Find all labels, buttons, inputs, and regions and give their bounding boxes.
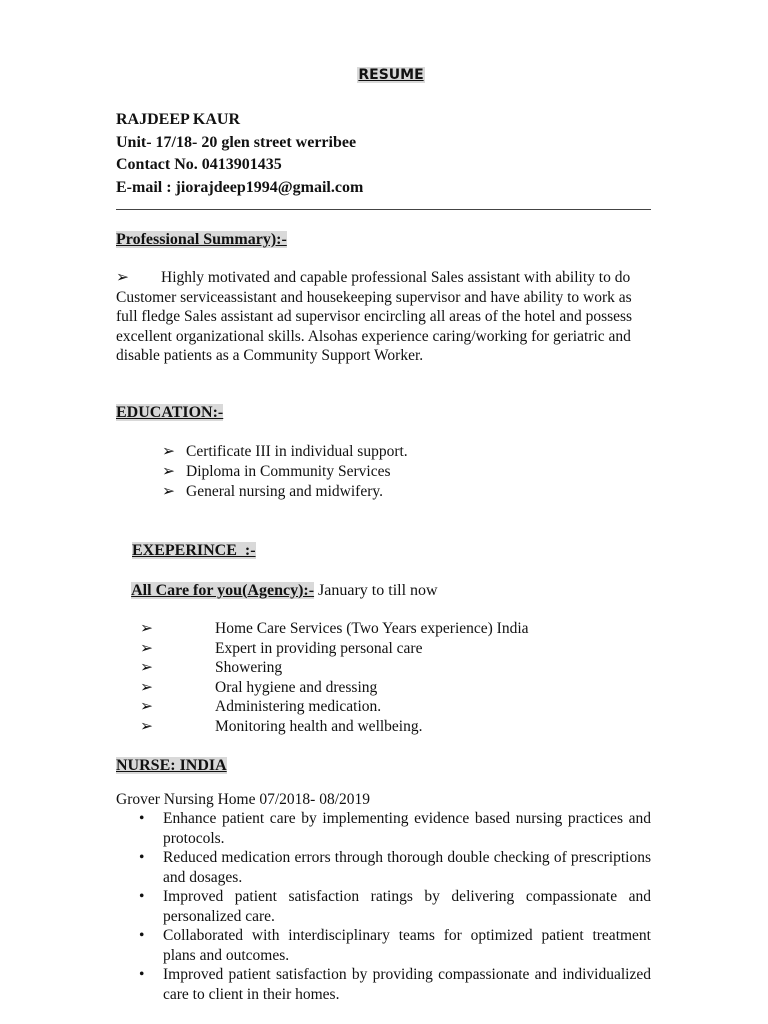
- arrow-bullet-icon: ➢: [140, 717, 153, 735]
- applicant-name: RAJDEEP KAUR: [116, 111, 241, 128]
- education-heading-text: EDUCATION:-: [116, 404, 224, 421]
- arrow-bullet-icon: ➢: [162, 463, 175, 480]
- summary-paragraph: [116, 268, 651, 366]
- list-item: ➢ Home Care Services (Two Years experience) India: [140, 620, 529, 637]
- summary-text: Highly motivated and capable professional Sales assistant with ability to do Customer serviceassistant and housekeeping supervisor and have ability to work as full fledge Sales assistant ad supervisor encircling all areas of the hotel and possess excellent organizational skills. Alsohas experience caring/working for geriatric and disable patients as a Community Support Worker.: [116, 269, 633, 364]
- bullet-dot-icon: •: [139, 810, 145, 827]
- nurse-heading-text: NURSE: INDIA: [116, 757, 227, 774]
- bullet-dot-icon: •: [139, 849, 145, 866]
- education-list: [162, 442, 408, 502]
- agency-label: All Care for you(Agency):-: [131, 581, 315, 599]
- employer-line: Grover Nursing Home 07/2018- 08/2019: [116, 791, 370, 808]
- arrow-bullet-icon: ➢: [162, 483, 175, 500]
- list-item: • Reduced medication errors through thorough double checking of prescriptions and dosages.: [139, 849, 651, 886]
- list-item: • Improved patient satisfaction by providing compassionate and individualized care to client in their homes.: [139, 966, 651, 1003]
- summary-heading-text: Professional Summary):-: [116, 231, 287, 248]
- list-item: • Improved patient satisfaction ratings by delivering compassionate and personalized care.: [139, 888, 651, 925]
- nurse-duties-list: [135, 809, 651, 1004]
- arrow-bullet-icon: ➢: [116, 269, 129, 286]
- bullet-dot-icon: •: [139, 888, 145, 905]
- agency-date: January to till now: [314, 581, 438, 599]
- arrow-bullet-icon: ➢: [140, 639, 153, 657]
- bullet-dot-icon: •: [139, 927, 145, 944]
- list-item: ➢ Certificate III in individual support.: [162, 443, 408, 460]
- agency-line: [116, 561, 438, 620]
- header-divider: [116, 209, 651, 210]
- applicant-email: E-mail : jiorajdeep1994@gmail.com: [116, 178, 364, 196]
- arrow-bullet-icon: ➢: [140, 678, 153, 696]
- summary-heading: [116, 230, 287, 250]
- list-item: ➢ Diploma in Community Services: [162, 463, 391, 480]
- list-item: • Enhance patient care by implementing evidence based nursing practices and protocols.: [139, 810, 651, 847]
- experience-heading-text: EXEPERINCE :-: [132, 541, 256, 559]
- list-item: ➢ Administering medication.: [140, 698, 382, 715]
- list-item: ➢ Oral hygiene and dressing: [140, 678, 378, 696]
- list-item: • Collaborated with interdisciplinary teams for optimized patient treatment plans and outcomes.: [139, 927, 651, 964]
- list-item: ➢ Showering: [140, 659, 283, 676]
- nurse-heading: [116, 756, 227, 776]
- applicant-phone: Contact No. 0413901435: [116, 156, 282, 173]
- applicant-address: Unit- 17/18- 20 glen street werribee: [116, 133, 357, 151]
- arrow-bullet-icon: ➢: [140, 620, 153, 637]
- bullet-dot-icon: •: [139, 966, 145, 983]
- arrow-bullet-icon: ➢: [140, 659, 153, 676]
- list-item: ➢ Expert in providing personal care: [140, 639, 423, 657]
- list-item: ➢ Monitoring health and wellbeing.: [140, 717, 423, 735]
- experience-list: [140, 619, 529, 736]
- document-title-text: RESUME: [358, 67, 424, 83]
- arrow-bullet-icon: ➢: [140, 698, 153, 715]
- contact-block: [116, 109, 363, 199]
- arrow-bullet-icon: ➢: [162, 443, 175, 460]
- education-heading: [116, 403, 223, 423]
- list-item: ➢ General nursing and midwifery.: [162, 483, 383, 500]
- document-title: [0, 66, 768, 86]
